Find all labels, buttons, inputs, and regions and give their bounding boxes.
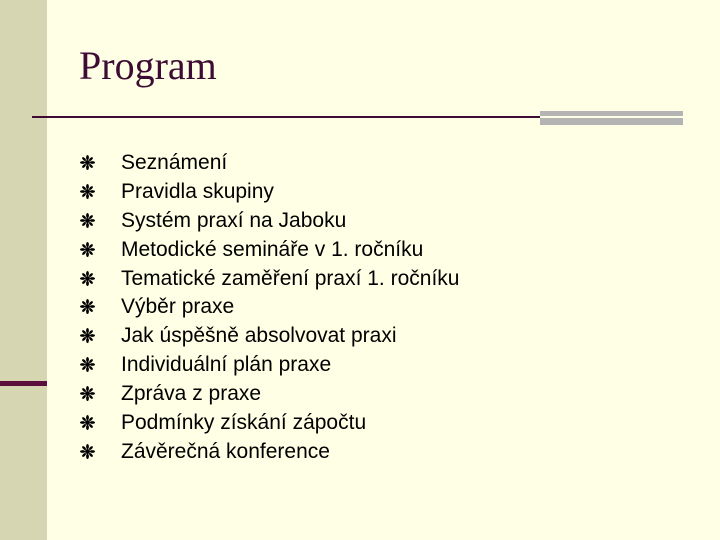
flower-bullet-icon (80, 357, 95, 372)
list-item-text: Seznámení (121, 150, 228, 174)
list-item-text: Jak úspěšně absolvovat praxi (121, 324, 397, 348)
list-item (80, 321, 459, 350)
list-item (80, 437, 459, 466)
flower-bullet-icon (80, 444, 95, 459)
list-item (80, 177, 459, 206)
flower-bullet-icon (80, 328, 95, 343)
title-underline-accent-bottom (540, 118, 683, 125)
list-item (80, 292, 459, 321)
list-item (80, 235, 459, 264)
bullet-list (80, 148, 459, 466)
list-item (80, 148, 459, 177)
flower-bullet-icon (80, 299, 95, 314)
list-item-text: Pravidla skupiny (121, 179, 274, 203)
flower-bullet-icon (80, 386, 95, 401)
list-item-text: Systém praxí na Jaboku (121, 208, 347, 232)
list-item-text: Výběr praxe (121, 295, 235, 319)
list-item (80, 408, 459, 437)
flower-bullet-icon (80, 415, 95, 430)
left-decorative-strip (0, 0, 47, 540)
left-accent-bar (0, 381, 47, 386)
flower-bullet-icon (80, 271, 95, 286)
flower-bullet-icon (80, 155, 95, 170)
list-item-text: Zpráva z praxe (121, 382, 262, 406)
list-item (80, 350, 459, 379)
list-item-text: Tematické zaměření praxí 1. ročníku (121, 266, 460, 290)
list-item (80, 379, 459, 408)
list-item-text: Individuální plán praxe (121, 353, 332, 377)
flower-bullet-icon (80, 184, 95, 199)
slide-title: Program (79, 43, 217, 88)
list-item-text: Metodické semináře v 1. ročníku (121, 237, 424, 261)
flower-bullet-icon (80, 242, 95, 257)
list-item-text: Závěrečná konference (121, 439, 330, 463)
list-item-text: Podmínky získání zápočtu (121, 410, 367, 434)
flower-bullet-icon (80, 213, 95, 228)
title-underline-accent-top (540, 111, 683, 116)
list-item (80, 264, 459, 293)
list-item (80, 206, 459, 235)
title-underline (32, 116, 540, 118)
